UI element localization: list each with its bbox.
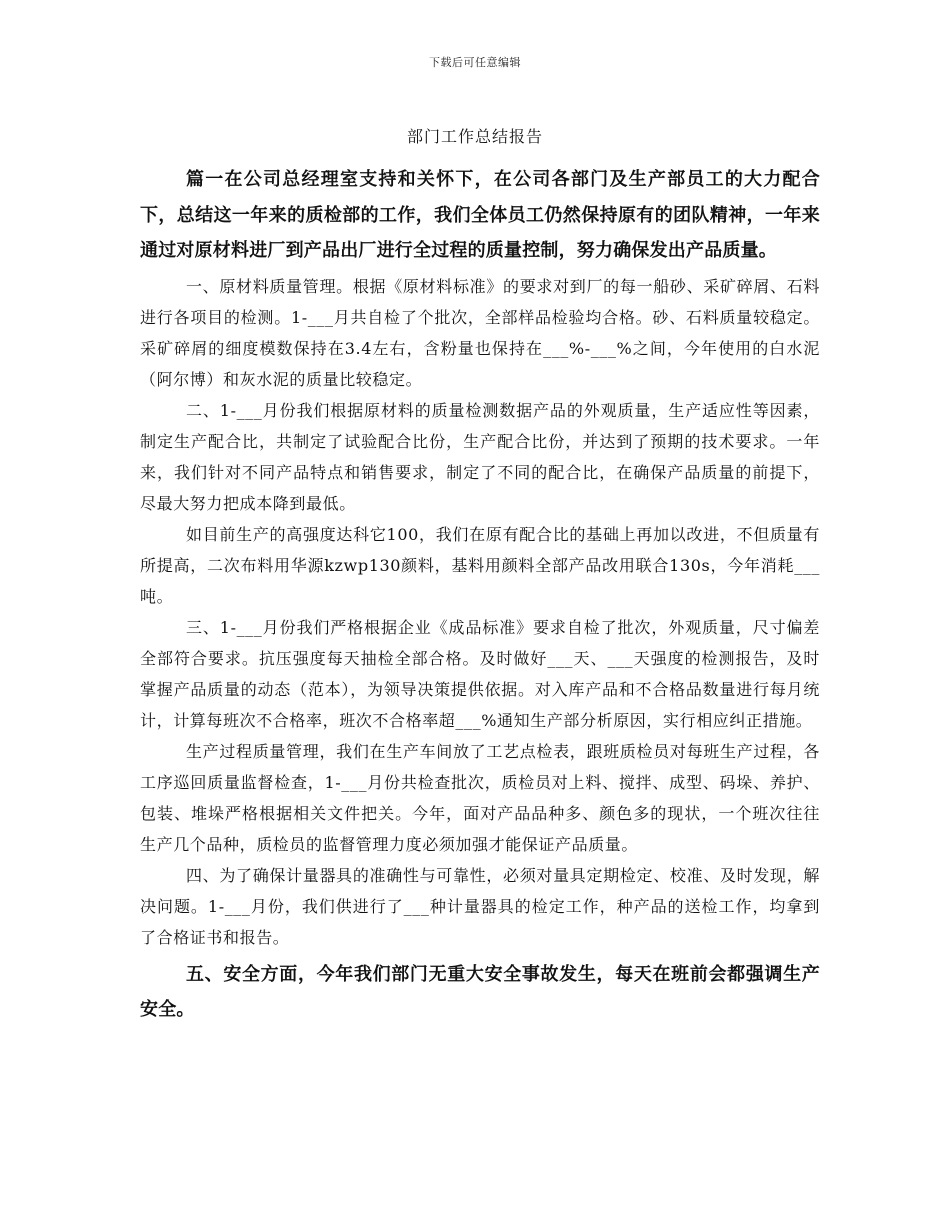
paragraph-section-3: 三、1-___月份我们严格根据企业《成品标准》要求自检了批次，外观质量，尺寸偏差全部符合要求。抗压强度每天抽检全部合格。及时做好___天、___天强度的检测报告，及时掌握产品质量的动态（范本），为领导决策提供依据。对入库产品和不合格品数量进行每月统计，计算每班次不合格率，班次不合格率超___%通知生产部分析原因，实行相应纠正措施。 <box>140 617 820 730</box>
paragraph-section-2: 二、1-___月份我们根据原材料的质量检测数据产品的外观质量，生产适应性等因素，制定生产配合比，共制定了试验配合比份，生产配合比份，并达到了预期的技术要求。一年来，我们针对不同产品特点和销售要求，制定了不同的配合比，在确保产品质量的前提下，尽最大努力把成本降到最低。 <box>140 400 820 513</box>
paragraph-section-5: 五、安全方面，今年我们部门无重大安全事故发生，每天在班前会都强调生产安全。 <box>140 963 820 1020</box>
paragraph-process: 生产过程质量管理，我们在生产车间放了工艺点检表，跟班质检员对每班生产过程，各工序巡回质量监督检查，1-___月份共检查批次，质检员对上料、搅拌、成型、码垛、养护、包装、堆垛严格根据相关文件把关。今年，面对产品品种多、颜色多的现状，一个班次往往生产几个品种，质检员的监督管理力度必须加强才能保证产品质量。 <box>140 741 820 854</box>
paragraph-example: 如目前生产的高强度达科它100，我们在原有配合比的基础上再加以改进，不但质量有所提高，二次布料用华源kzwp130颜料，基料用颜料全部产品改用联合130s，今年消耗___吨。 <box>140 524 820 606</box>
document-body <box>140 162 820 1028</box>
document-title: 部门工作总结报告 <box>406 127 543 146</box>
paragraph-intro: 篇一在公司总经理室支持和关怀下，在公司各部门及生产部员工的大力配合下，总结这一年来的质检部的工作，我们全体员工仍然保持原有的团队精神，一年来通过对原材料进厂到产品出厂进行全过程的质量控制，努力确保发出产品质量。 <box>140 169 820 261</box>
paragraph-section-4: 四、为了确保计量器具的准确性与可靠性，必须对量具定期检定、校准、及时发现，解决问题。1-___月份，我们供进行了___种计量器具的检定工作，种产品的送检工作，均拿到了合格证书和报告。 <box>140 865 820 947</box>
header-note: 下载后可任意编辑 <box>429 56 521 69</box>
paragraph-section-1: 一、原材料质量管理。根据《原材料标准》的要求对到厂的每一船砂、采矿碎屑、石料进行各项目的检测。1-___月共自检了个批次，全部样品检验均合格。砂、石料质量较稳定。采矿碎屑的细度模数保持在3.4左右，含粉量也保持在___%-___%之间，今年使用的白水泥（阿尔博）和灰水泥的质量比较稳定。 <box>140 276 820 389</box>
